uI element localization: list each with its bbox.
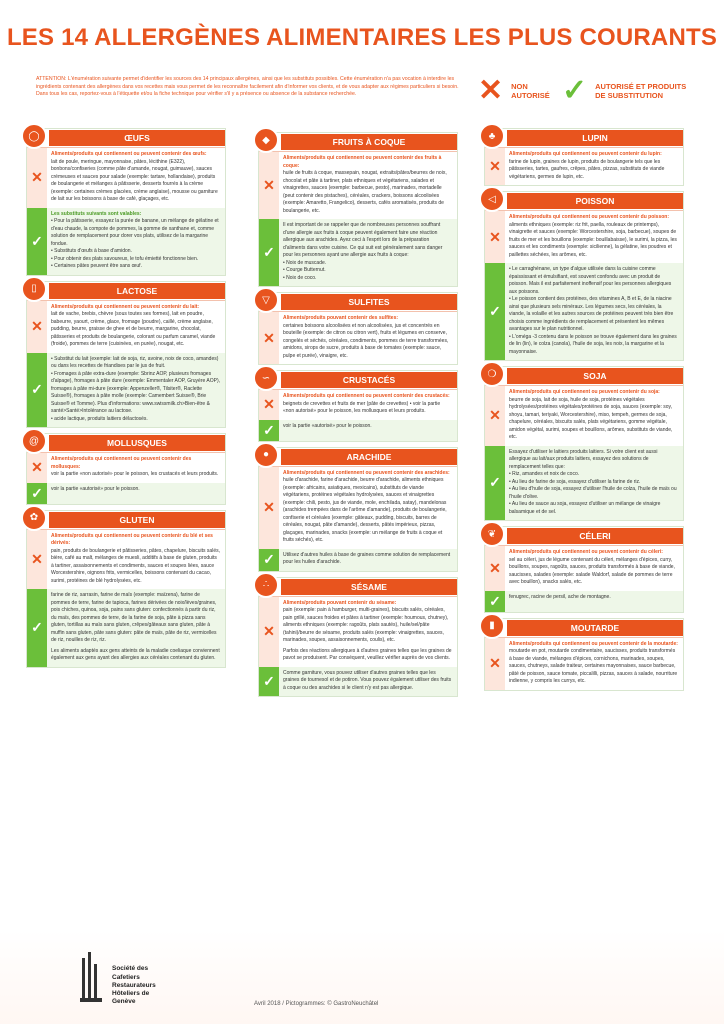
good-item: • acide lactique, produits laitiers délactosés.	[51, 415, 148, 422]
card-title: CRUSTACÉS	[281, 372, 457, 388]
good-text: Comme garniture, vous pouvez utiliser d'autres graines telles que les graines de tournesol et de potiron. Vous pouvez également utiliser des fruits à coque ou des arachides si le client n'y est pas allergique.	[283, 669, 452, 691]
good-text: voir la partie «autorisé» pour le poisson.	[51, 485, 140, 492]
bad-heading: Aliments/produits qui contiennent ou peuvent contenir du céleri:	[509, 549, 663, 555]
card-sesame	[258, 577, 458, 698]
legend-non-label: NON AUTORISÉ	[511, 82, 550, 100]
cross-icon: ✕	[485, 638, 505, 690]
snail-icon: @	[21, 428, 47, 454]
good-item: • Fromages à pâte extra-dure (exemple: Sbrinz AOP, plusieurs fromages d'alpage), fromages à pâte dure (exemple: Emmentaler AOP, Gruyère AOP), fromages à pâte mi-dure (exemple: Appenzeller®, Tilsiter®, Raclette Suisse®), fromages à pâte molle (exemple: Camembert Suisse®, Brie Suisse® et Tomme). Plus d'informations: www.swissmilk.ch>Bien-être & santé>Santé>Intolérance au lactose.	[51, 370, 221, 414]
good-item: • Substitut du lait (exemple: lait de soja, riz, avoine, noix de coco, amandes) ou dans les recettes de friandises par le jus de fruit.	[51, 355, 219, 369]
good-item: • Noix de muscade.	[283, 259, 327, 266]
cross-icon: ✕	[27, 453, 47, 483]
card-title: SÉSAME	[281, 579, 457, 595]
bad-heading: Aliments/produits qui contiennent ou peuvent contenir du blé et ses dérivés:	[51, 532, 213, 546]
peanut-icon: ●	[253, 442, 279, 468]
bad-text: farine de lupin, graines de lupin, produits de boulangerie tels que les pâtisseries, tartes, gaufres, crêpes, pâtes, pizzas, substituts de viande végétariens, germes de lupin, etc.	[509, 158, 665, 180]
card-arachide	[258, 447, 458, 572]
card-title: MOUTARDE	[507, 620, 683, 636]
good-text-2: Les aliments adaptés aux gens atteints de la maladie coeliaque conviennent également aux gens ayant des allergies aux céréales contenant du gluten.	[51, 647, 220, 661]
bad-heading: Aliments/produits qui contiennent ou peuvent contenir du soja:	[509, 389, 660, 395]
card-title: ARACHIDE	[281, 449, 457, 465]
card-title: MOLLUSQUES	[49, 435, 225, 451]
bad-heading: Aliments/produits pouvant contenir du sésame:	[283, 599, 397, 606]
check-icon: ✓	[27, 589, 47, 667]
bad-text: beignets de crevettes et fruits de mer (pâte de crevettes) • voir la partie «non autorisé» pour le poisson, les mollusques et leurs produits.	[283, 400, 441, 414]
cross-icon: ✕	[478, 74, 504, 107]
card-gluten	[26, 510, 226, 668]
bad-heading: Aliments/produits pouvant contenir des sulfites:	[283, 315, 399, 321]
wheat-icon: ✿	[21, 505, 47, 531]
card-title: FRUITS À COQUE	[281, 134, 457, 150]
cross-icon: ✕	[485, 148, 505, 185]
cross-icon: ✕	[259, 152, 279, 219]
bad-text: moutarde en pot, moutarde condimentaire, saucisses, produits transformés à base de viande, mélanges d'épices, cornichons, marinades, soupes, sauces, chutneys, salade traiteur, certaines mayonnaises, sauce barbecue, pâté de poisson, sauce tomate, piccalilli, pizzas, sauces à salade, nourriture indienne, y compris les currys, etc.	[509, 648, 678, 684]
good-item: • Certaines pâtes peuvent être sans œuf.	[51, 263, 142, 269]
mustard-jar-icon: ▮	[479, 613, 505, 639]
bad-heading: Aliments/produits qui contiennent ou peuvent contenir du poisson:	[509, 214, 669, 220]
check-icon: ✓	[259, 667, 279, 697]
bad-text: certaines boissons alcoolisées et non alcoolisées, jus et concentrés en bouteille (exemple: de citron ou citron vert), fruits et légumes en conserve, congelés et séchés, céréales, condiments, pommes de terre transformées, amidons, sirops de sucre, produits à base de tomates (exemple: sauce, pulpe et purée), vinaigre, etc.	[283, 322, 449, 359]
bad-text: voir la partie «non autorisé» pour le poisson, les crustacés et leurs produits.	[51, 471, 219, 477]
bad-text: huile de fruits à coque, massepain, nougat, extraits/pâtes/beurres de noix, chocolat et pâte à tartiner, plats ethniques et végétariens, salades et vinaigrettes, sauces (exemple: barbecue, pesto), marinades, mortadelle (peut contenir des pistaches), céréales, crackers, boissons alcoolisées (exemple: Amaretto, Frangelico), desserts, cafés aromatisés, produits de boulangerie, etc.	[283, 170, 447, 214]
good-item: • Au lieu de farine de soja, essayez d'utiliser la farine de riz.	[509, 478, 641, 485]
cross-icon: ✕	[27, 301, 47, 353]
good-item: • Substituts d'œufs à base d'amidon.	[51, 248, 132, 254]
check-icon: ✓	[485, 263, 505, 360]
bad-heading: Aliments/produits qui contiennent ou peuvent contenir des crustacés:	[283, 393, 450, 399]
cross-icon: ✕	[259, 390, 279, 420]
cross-icon: ✕	[485, 386, 505, 446]
bad-heading: Aliments/produits qui contiennent ou peuvent contenir des œufs:	[51, 151, 207, 157]
nut-icon: ◆	[253, 127, 279, 153]
good-text: fenugrec, racine de persil, ache de montagne.	[509, 593, 611, 600]
card-oeufs	[26, 128, 226, 276]
column-1	[26, 128, 226, 673]
check-icon: ✓	[259, 219, 279, 286]
good-intro: Essayez d'utiliser le laitiers produits laitiers. Si votre client est aussi allergique au lait/aux produits laitiers, essayez des solutions de remplacement telles que:	[509, 448, 658, 470]
bad-text: aliments ethniques (exemple: riz frit, paella, rouleaux de printemps), vinaigrette et sauces (exemple: Worcestershire, soja, barbecue), soupes de fruits de mer et les bouillons (exemple: bouillabaisse), le surimi, la pizza, les sauces et les condiments (exemple: sicilienne), la gélatine, les poudres et paillettes séchées, les arômes, etc.	[509, 221, 677, 258]
cross-icon: ✕	[485, 546, 505, 591]
logo-mark-icon	[80, 950, 106, 1006]
bad-text: beurre de soja, lait de soja, huile de soja, protéines végétales hydrolysées/protéines végétales/protéines de soja, sauces (exemple: soy, shoyu, tamari, teriyaki, Worcestershire), miso, tempeh, germes de soja, chapelure, céréales, biscuits salés, plats végétariens, gomme végétale, amidon végétal, surimi, soupes et bouillons, arômes, substituts de viande, etc.	[509, 396, 673, 440]
card-title: GLUTEN	[49, 512, 225, 528]
card-title: SOJA	[507, 368, 683, 384]
card-title: POISSON	[507, 193, 683, 209]
intro-text: ATTENTION: L'énumération suivante permet d'identifier les sources des 14 principaux allergènes, ainsi que les substituts possibles. Cette énumération n'a pas vocation à interdire les ingrédients contenant des allergènes dans vos recettes mais vous permet de les reconnaître facilement afin d'informer vos clients, et de vous adapter aux régimes particuliers si besoin. Dans tous les cas, reportez-vous à l'étiquette et/ou la fiche technique pour vérifier s'il y a présence ou absence de la substance recherchée.	[36, 76, 459, 98]
good-item: • Riz, amandes et noix de coco.	[509, 471, 580, 477]
good-item: • L'oméga -3 contenu dans le poisson se trouve également dans les graines de lin (lin), le colza (canola), l'huile de soja, les noix, la margarine et la mayonnaise.	[509, 333, 677, 355]
column-2	[258, 132, 458, 702]
sesame-icon: ∴	[253, 572, 279, 598]
card-title: LUPIN	[507, 130, 683, 146]
celery-icon: ❦	[479, 521, 505, 547]
page-title: LES 14 ALLERGÈNES ALIMENTAIRES LES PLUS COURANTS	[6, 24, 718, 51]
egg-icon: ◯	[21, 123, 47, 149]
good-item: • Pour la pâtisserie, essayez la purée de banane, un mélange de gélatine et d'eau chaude, la compote de pommes, la gomme de xanthane et, comme solution de remplacement pour dorer vos plats, utilisez de la margarine fondue.	[51, 218, 219, 247]
good-text: voir la partie «autorisé» pour le poisson.	[283, 422, 372, 429]
check-icon: ✓	[562, 74, 588, 107]
good-text: Utilisez d'autres huiles à base de graines comme solution de remplacement pour les huiles d'arachide.	[283, 551, 451, 565]
legend-oui-label: AUTORISÉ ET PRODUITS DE SUBSTITUTION	[595, 82, 687, 100]
good-heading: Les substituts suivants sont valables:	[51, 210, 142, 217]
cross-icon: ✕	[259, 312, 279, 364]
check-icon: ✓	[259, 549, 279, 571]
scrhg-logo	[80, 950, 156, 1006]
bad-heading: Aliments/produits qui contiennent ou peuvent contenir des mollusques:	[51, 456, 192, 470]
column-3	[484, 128, 684, 696]
card-sulfites	[258, 292, 458, 365]
soybean-icon: ❍	[479, 361, 505, 387]
bad-heading: Aliments/produits qui contiennent ou peuvent contenir des arachides:	[283, 469, 450, 476]
good-item: • Pour obtenir des plats savoureux, le tofu émietté fonctionne bien.	[51, 255, 199, 262]
cross-icon: ✕	[27, 148, 47, 208]
bad-text: huile d'arachide, farine d'arachide, beurre d'arachide, aliments ethniques (exemple: africains, asiatiques, mexicains), substituts de viande végétariens, protéines végétales hydrolysées, sauces et vinaigrettes (exemple: chili, pesto, jus de viande, mole, enchilada, satay), mandelonas (arachides trempées dans de l'arôme d'amande), produits de boulangerie, confiserie et céréales (exemple: gâteaux, pudding, biscuits, barres de céréales, nougat, pâte d'amande), desserts, pâtés impérieux, pizzas, glaçages, marinades, snacks (exemple: un mélange de fruits à coque et fruits séchés), etc.	[283, 477, 447, 543]
logo-text: Société des Cafetiers Restaurateurs Hôteliers de Genève	[112, 965, 156, 1005]
good-item: • Le poisson contient des protéines, des vitamines A, B et E, de la niacine ainsi que plusieurs sels minéraux. Les légumes secs, les céréales, la viande, la volaille et les autres sources de protéines peuvent très bien être choisis comme ingrédients de remplacement et présentent les mêmes avantages sur le plan nutritionnel.	[509, 296, 674, 332]
bad-text: sel au céleri, jus de légume contenant du céleri, mélanges d'épices, curry, bouillons, soupes, ragoûts, sauces, produits transformés à base de viande, saucisses, salades (exemple: salade Waldorf, salade de pommes de terre avec bouillon), snacks salés, etc.	[509, 556, 675, 585]
cross-icon: ✕	[485, 211, 505, 263]
card-soja	[484, 366, 684, 521]
cross-icon: ✕	[259, 467, 279, 549]
card-title: LACTOSE	[49, 283, 225, 299]
legend-non	[478, 76, 563, 106]
wine-glass-icon: ▽	[253, 287, 279, 313]
lupin-flower-icon: ♣	[479, 123, 505, 149]
good-item: • Le carraghénane, un type d'algue utilisée dans la cuisine comme épaississant et émulsifiant, est souvent confondu avec un produit de poisson. Mais il est parfaitement inoffensif pour les personnes allergiques aux poissons.	[509, 266, 672, 295]
bad-heading: Aliments/produits qui contiennent ou peuvent contenir de la moutarde:	[509, 640, 678, 647]
check-icon: ✓	[485, 591, 505, 612]
card-crustaces	[258, 370, 458, 442]
bad-heading: Aliments/produits qui contiennent ou peuvent contenir du lupin:	[509, 151, 662, 157]
bad-heading: Aliments/produits qui contiennent ou peuvent contenir du lait:	[51, 303, 200, 310]
fish-icon: ◁	[479, 186, 505, 212]
card-mollusques	[26, 433, 226, 505]
good-text: farine de riz, sarrasin, farine de maïs (exemple: maïzena), farine de pommes de terre, farine de tapioca, farines dérivées de noix/lèves/graines, pois chiches, quinoa, soja, pains sans gluten: confectionnés à partir du riz, du maïs, des pommes de terre, de la farine de soja, pâte à pizza sans gluten, tortillas au maïs sans gluten, crêpes/gâteaux sans gluten, pâte à muffin sans gluten, pâte sans gluten: pâte de maïs, pâte de riz, vermicelles de riz, nouilles de riz, riz.	[51, 592, 217, 643]
bad-text: pain (exemple: pain à hamburger, multi-graines), biscuits salés, céréales, pain grillé, sauces froides et pâtes à tartiner (exemple: houmous, chutney), aliments ethniques (exemple: ragoûts, plats sautés), huile/sel/pâte (tahini)/beurre de sésame, produits salés (exemple: vinaigrettes, sauces, marinades, soupes, assaisonnements, coulis), etc.	[283, 607, 449, 643]
good-item: • Noix de coco.	[283, 274, 317, 281]
card-moutarde	[484, 618, 684, 691]
bad-text: pain, produits de boulangerie et pâtisseries, pâtes, chapelure, biscuits salés, bière, café au malt, mélanges de muesli, additifs à base de gluten, produits à tartiner, assaisonnements et condiments, sauces et soupes liées, sauce Worcestershire, oignons frits, vermicelles, boissons contenant du cacao, surimi, protéines de blé hydrolysées, etc.	[51, 547, 220, 584]
bad-text: lait de vache, brebis, chèvre (sous toutes ses formes), lait en poudre, babeurre, yaourt, crème, glace, fromage (poudre), caillé, crème anglaise, pudding, beurre, graisse de ghee et de beurre, margarine, chocolat, pâtisseries et produits de boulangerie, colorant ou parfum caramel, viande (froide), pommes de terre (cuisinées, en purée), nougat, etc.	[51, 311, 216, 347]
cross-icon: ✕	[259, 597, 279, 667]
card-lactose	[26, 281, 226, 429]
bad-text-2: Parfois des réactions allergiques à d'autres graines telles que les graines de pavot se produisent. Par conséquent, veuillez vérifier auprès de vos clients.	[283, 647, 452, 661]
good-item: • Au lieu de sauce au soja, essayez d'utiliser un mélange de vinaigre balsamique et de sel.	[509, 501, 661, 515]
shrimp-icon: ∽	[253, 365, 279, 391]
good-text: Il est important de se rappeler que de nombreuses personnes souffrant d'une allergie aux fruits à coque peuvent également faire une réaction allergique aux arachides. Ayez ceci à l'esprit lors de la préparation d'aliments dans votre cuisine. Ce qui suit est généralement sans danger pour les personnes ayant une allergie aux fruits à coque:	[283, 222, 443, 258]
good-item: • Courge Butternut.	[283, 267, 326, 273]
good-item: • Au lieu d'huile de soja, essayez d'utiliser l'huile de colza, l'huile de maïs ou l'huile d'olive.	[509, 486, 677, 500]
bad-text: lait de poule, meringue, mayonnaise, pâtes, lécithine (E322), bonbons/confiseries (comme pâte d'amande, nougat, guimauve), sauces crémeuses et sauces pour salade (exemple: tartare, hollandaise), produits de boulangerie et mélanges à pâtisserie, desserts fourrés à la crème (exemple: certaines crèmes glacées, crème anglaise), mousse ou garniture de lait sur les boissons à base de café, glaçages, etc.	[51, 158, 218, 202]
legend-oui	[562, 76, 697, 106]
card-celeri	[484, 526, 684, 613]
milk-icon: ▯	[21, 276, 47, 302]
check-icon: ✓	[485, 446, 505, 521]
cross-icon: ✕	[27, 530, 47, 590]
card-poisson	[484, 191, 684, 361]
card-lupin	[484, 128, 684, 186]
footer-credit: Avril 2018 / Pictogrammes: © GastroNeuchâtel	[254, 1001, 379, 1007]
card-title: CÉLERI	[507, 528, 683, 544]
card-title: ŒUFS	[49, 130, 225, 146]
bad-heading: Aliments/produits qui contiennent ou peuvent contenir des fruits à coque:	[283, 155, 442, 169]
check-icon: ✓	[259, 420, 279, 441]
card-title: SULFITES	[281, 294, 457, 310]
check-icon: ✓	[27, 353, 47, 428]
card-fruits-a-coque	[258, 132, 458, 287]
check-icon: ✓	[27, 208, 47, 275]
check-icon: ✓	[27, 483, 47, 504]
